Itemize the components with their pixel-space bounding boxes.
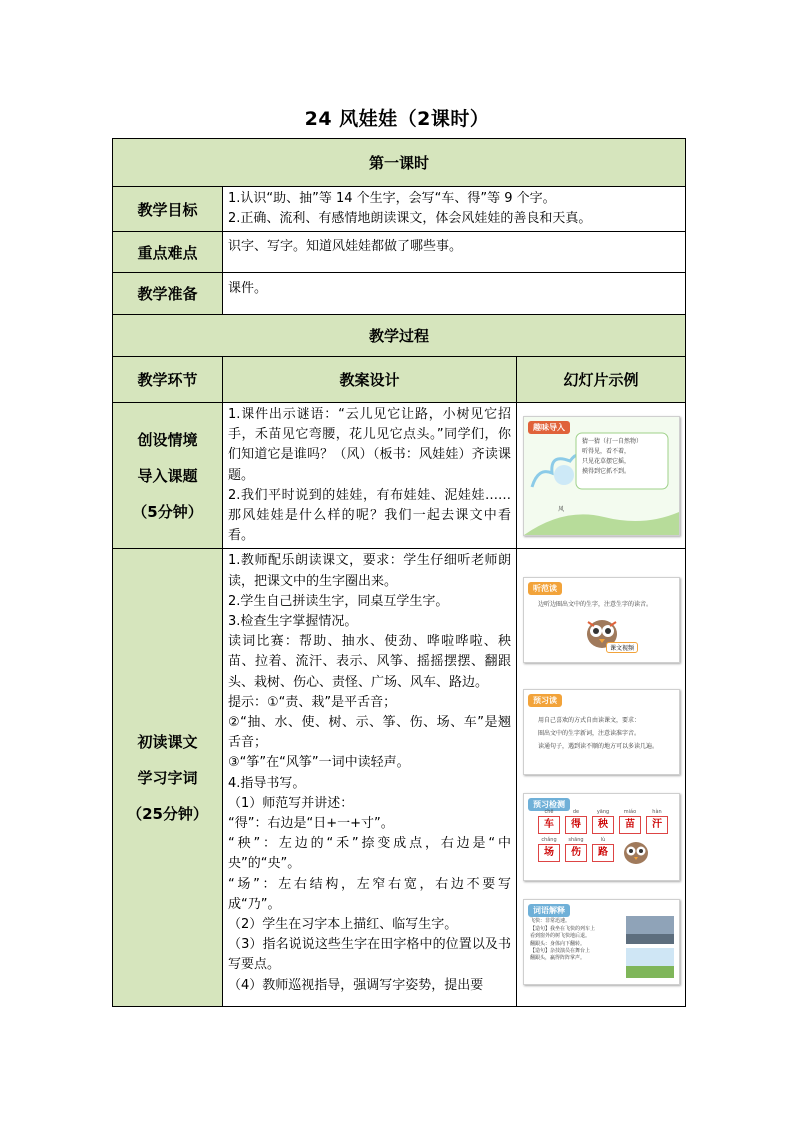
stage2-paragraph: （3）指名说说这些生字在田字格中的位置以及书写要点。 [228,937,511,973]
char-row-2 [538,836,614,862]
stage2-paragraph: ③“筝”在“风筝”一词中读轻声。 [228,755,410,771]
col-header-design: 教案设计 [223,357,517,403]
explain-line: 【造句】杂技演员在舞台上 [530,948,591,955]
char-glyph: 汗 [646,816,668,834]
slide-tag: 预习检测 [528,798,570,811]
explain-line: 【造句】我坐在飞快的列车上 [530,925,596,932]
stage2-paragraph: （2）学生在习字本上描红、临写生字。 [228,917,458,933]
column-header-row [113,357,686,403]
riddle-text [582,437,642,477]
prep-row [113,273,686,315]
page-title: 24 风娃娃（2课时） [304,108,490,130]
char-pinyin: de [572,809,580,816]
cloud-shape [554,465,574,485]
explain-line: 看到窗外的树飞快地后退。 [530,933,591,940]
slide-word-explain [523,899,680,985]
char-pinyin: yāng [596,809,610,816]
stage1-name-line: 创设情境 [137,430,198,449]
char-pinyin: miáo [623,809,637,816]
photo-thumbnails [626,916,674,978]
char-card [565,836,587,862]
riddle-line: 猜一猜（打一自然物） [582,437,643,445]
preview-line: 圈出文中的生字新词，注意读准字音。 [538,730,641,738]
char-pinyin: chǎng [541,837,557,844]
char-card [619,808,641,834]
prep-label: 教学准备 [113,273,223,315]
stage2-paragraph: “场”：左右结构，左窄右宽，右边不要写成“乃”。 [228,876,511,912]
key-text: 识字、写字。知道风娃娃都做了哪些事。 [223,232,686,273]
riddle-line: 只见花草摆它摇， [582,457,631,465]
riddle-line: 摸得到它抓不到。 [582,467,631,475]
stage2-slides [517,549,686,1007]
char-row-1 [538,808,668,834]
goal-line-2: 2.正确、流利、有感情地朗读课文，体会风娃娃的善良和天真。 [228,211,592,226]
goal-label: 教学目标 [113,187,223,232]
slide-tag: 趣味导入 [528,421,570,434]
preview-instructions [538,714,658,753]
video-button[interactable]: 课文视频 [606,642,638,653]
char-glyph: 场 [538,844,560,862]
stage2-row [113,549,686,1007]
lesson-plan-table [112,138,686,1007]
owl-mascot-icon [620,838,652,866]
process-title-row [113,315,686,357]
word-explain-text [530,918,622,962]
stage1-design [223,403,517,549]
stage2-paragraph: “秧”：左边的“禾”捺变成点，右边是“中央”的“央”。 [228,836,511,872]
char-glyph: 秧 [592,816,614,834]
slide-char-check [523,793,680,881]
char-card [538,836,560,862]
stage1-row [113,403,686,549]
explain-line: 翻跟头：身体向下翻转。 [530,940,586,947]
stage1-paragraph: 2.我们平时说到的娃娃，有布娃娃、泥娃娃……那风娃娃是什么样的呢？我们一起去课文中看看。 [228,487,511,544]
stage1-slides [517,403,686,549]
slide-listen [523,577,680,663]
stage2-paragraph: ②“抽、水、使、树、示、筝、伤、场、车”是翘舌音； [228,715,511,751]
goal-row [113,187,686,232]
prep-text: 课件。 [223,273,686,315]
char-card [646,808,668,834]
slide-preview [523,689,680,775]
col-header-stage: 教学环节 [113,357,223,403]
explain-line: 翻跟头，赢得阵阵掌声。 [530,955,586,962]
char-card [565,808,587,834]
stage2-paragraph: “得”：右边是“日+一+寸”。 [228,816,394,832]
stage2-paragraph: （1）师范写并讲述： [228,795,354,811]
key-row [113,232,686,273]
char-pinyin: hàn [652,809,662,816]
goal-line-1: 1.认识“助、抽”等 14 个生字，会写“车、得”等 9 个字。 [228,191,556,206]
stage2-design [223,549,517,1007]
preview-line: 读通句子，遇到读不顺的地方可以多读几遍。 [538,743,659,751]
char-card [538,808,560,834]
char-card [592,808,614,834]
grass-shape [524,512,679,535]
char-pinyin: chē [544,809,554,816]
stage2-paragraph: 2.学生自己拼读生字，同桌互学生字。 [228,593,449,609]
slide-riddle [523,416,680,536]
col-header-slides: 幻灯片示例 [517,357,686,403]
stage2-duration: （25分钟） [127,804,208,823]
stage2-paragraph: 3.检查生字掌握情况。 [228,614,358,630]
char-glyph: 伤 [565,844,587,862]
slide-tag: 词语解释 [528,904,570,917]
stage2-paragraph: 提示：①“责、栽”是平舌音； [228,694,397,710]
char-glyph: 得 [565,816,587,834]
char-pinyin: lù [600,837,606,844]
stage2-paragraph: 读词比赛：帮助、抽水、使劲、哗啦哗啦、秧苗、拉着、流汗、表示、风筝、摇摇摆摆、翻跟头、栽树、伤心、责怪、广场、风车、路边。 [228,634,511,690]
char-card [592,836,614,862]
riddle-line: 听得见，看不着， [582,447,631,455]
slide-tag: 听范读 [528,582,562,595]
stage1-name-line: 导入课题 [137,466,198,485]
stage2-name-line: 初读课文 [137,732,198,751]
process-title: 教学过程 [113,315,686,357]
stage2-paragraph: 4.指导书写。 [228,775,306,791]
explain-line: 飞快：非常迅速。 [530,918,571,925]
first-lesson-row [113,139,686,187]
riddle-caption: 风 [558,505,565,513]
goal-text [223,187,686,232]
stage2-paragraph: （4）教师巡视指导，强调写字姿势，提出要 [228,977,484,993]
first-lesson-header: 第一课时 [113,139,686,187]
listen-instruction: 边听边圈出文中的生字，注意生字的读音。 [538,601,653,609]
preview-line: 用自己喜欢的方式自由读课文，要求： [538,717,641,725]
stage2-name-line: 学习字词 [137,768,198,787]
char-glyph: 车 [538,816,560,834]
stage2-label [113,549,223,1007]
char-glyph: 苗 [619,816,641,834]
char-glyph: 路 [592,844,614,862]
stage1-duration: （5分钟） [132,502,203,521]
slide-tag: 预习读 [528,694,562,707]
stage1-paragraph: 1.课件出示谜语：“云儿见它让路，小树见它招手，禾苗见它弯腰，花儿见它点头。”同学们，你们知道它是谁吗？（风）（板书：风娃娃）齐读课题。 [228,407,511,483]
key-label: 重点难点 [113,232,223,273]
stage2-paragraph: 1.教师配乐朗读课文，要求：学生仔细听老师朗读，把课文中的生字圈出来。 [228,553,511,589]
char-pinyin: shāng [568,837,584,844]
stage1-label [113,403,223,549]
